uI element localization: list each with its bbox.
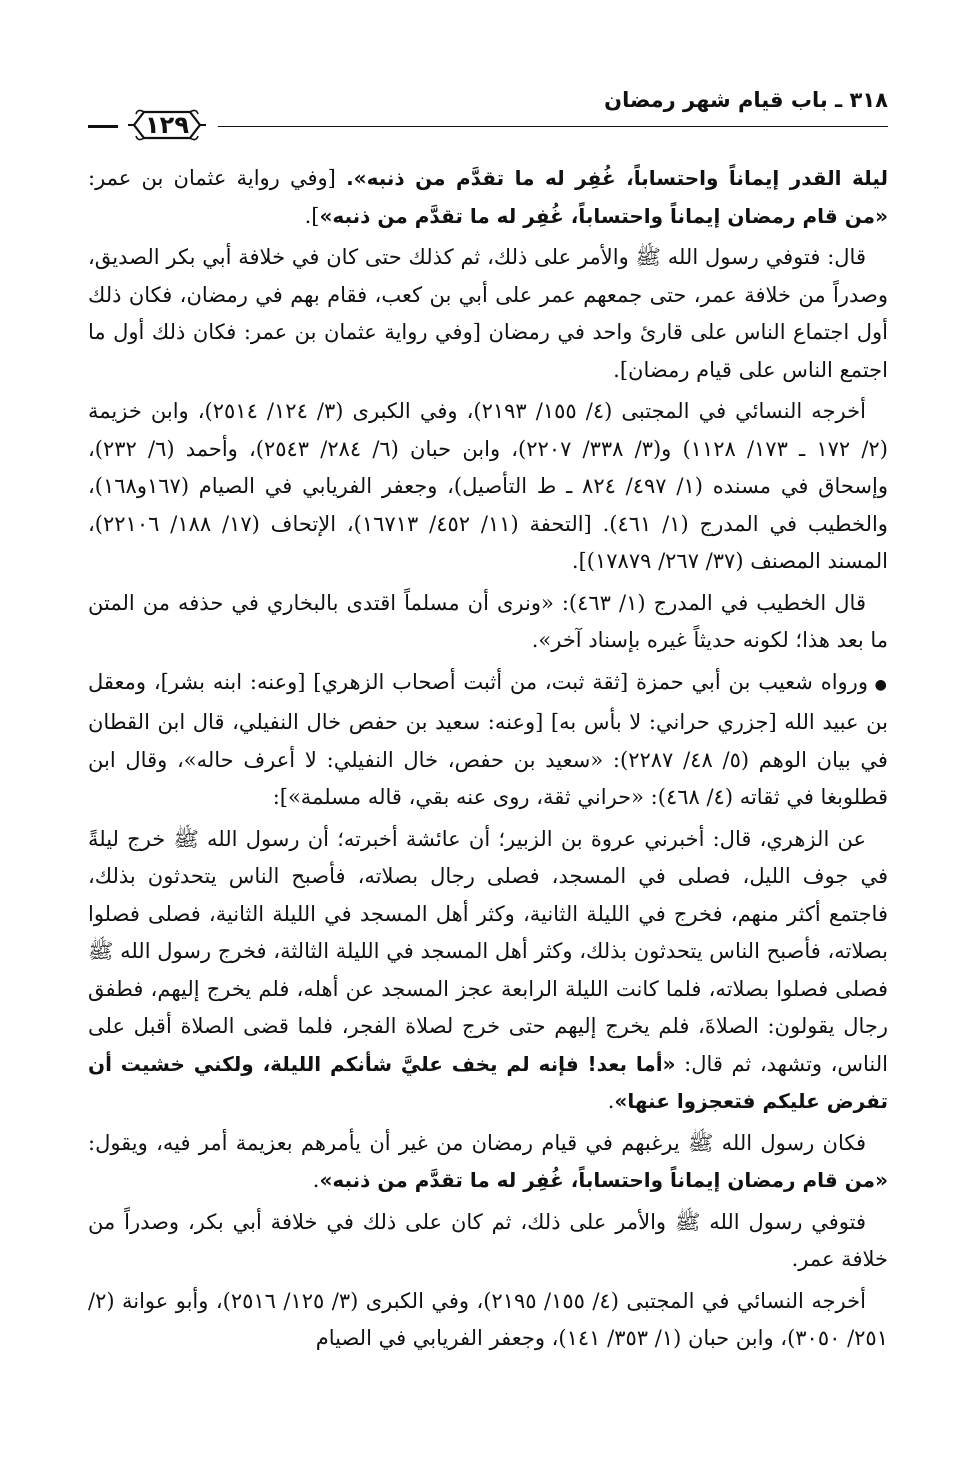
bullet-icon: ● bbox=[874, 676, 888, 693]
paragraph bbox=[88, 1125, 888, 1200]
page-header bbox=[88, 88, 888, 138]
paragraph: قال الخطيب في المدرج (١/ ٤٦٣): «ونرى أن مسلماً اقتدى بالبخاري في حذفه من المتن ما بعد هذا؛ لكونه حديثاً غيره بإسناد آخر». bbox=[88, 590, 888, 652]
paragraph-text: . bbox=[312, 1168, 320, 1192]
page-number: ١٢٩ bbox=[145, 111, 189, 139]
paragraph: فتوفي رسول الله ﷺ والأمر على ذلك، ثم كان على ذلك في خلافة أبي بكر، وصدراً من خلافة عمر. bbox=[88, 1209, 888, 1271]
paragraph-text: ]. bbox=[304, 203, 320, 228]
page-number-frame bbox=[124, 104, 210, 146]
paragraph: قال: فتوفي رسول الله ﷺ والأمر على ذلك، ثم كذلك حتى كان في خلافة أبي بكر الصديق، وصدراً من خلافة عمر، حتى جمعهم عمر على أبي بن كعب، فقام بهم في رمضان، فكان ذلك أول اجتماع الناس على قارئ واحد في رمضان [وفي رواية عثمان بن عمر: فكان ذلك أول ما اجتمع الناس على قيام رمضان]. bbox=[88, 245, 888, 382]
hadith-quote: «من قام رمضان إيماناً واحتساباً، غُفِر له ما تقدَّم من ذنبه» bbox=[319, 1168, 888, 1192]
hadith-quote: ليلة القدر إيماناً واحتساباً، غُفِر له ما تقدَّم من ذنبه». bbox=[346, 166, 888, 190]
paragraph-text: فكان رسول الله ﷺ يرغبهم في قيام رمضان من غير أن يأمرهم بعزيمة أمر فيه، ويقول: bbox=[88, 1130, 866, 1155]
paragraph-text: [وفي رواية عثمان بن عمر: bbox=[88, 166, 347, 190]
paragraph bbox=[88, 821, 888, 1121]
paragraph-text: عن الزهري، قال: أخبرني عروة بن الزبير؛ أن عائشة أخبرته؛ أن رسول الله ﷺ خرج ليلةً في جوف الليل، فصلى في المسجد، فصلى رجال بصلاته، فأصبح الناس يتحدثون بذلك، فاجتمع أكثر منهم، فخرج في الليلة الثانية، وكثر أهل المسجد في الليلة الثانية، فصلى فصلوا بصلاته، فأصبح الناس يتحدثون بذلك، وكثر أهل المسجد في الليلة الثالثة، فخرج رسول الله ﷺ فصلى فصلوا بصلاته، فلما كانت الليلة الرابعة عجز المسجد عن أهله، فلم يخرج إليهم، فطفق رجال يقولون: الصلاةَ، فلم يخرج إليهم حتى خرج لصلاة الفجر، فلما قضى الصلاة أقبل على الناس، وتشهد، ثم قال: bbox=[88, 826, 889, 1076]
main-text bbox=[88, 160, 888, 1362]
hadith-quote: «من قام رمضان إيماناً واحتساباً، غُفِر له ما تقدَّم من ذنبه» bbox=[319, 203, 888, 228]
takhrij-paragraph: أخرجه النسائي في المجتبى (٤/ ١٥٥/ ٢١٩٣)، وفي الكبرى (٣/ ١٢٤/ ٢٥١٤)، وابن خزيمة (٢/ ١٧٢ ـ ١٧٣/ ١١٢٨) و(٣/ ٣٣٨/ ٢٢٠٧)، وابن حبان (٦/ ٢٨٤/ ٢٥٤٣)، وأحمد (٦/ ٢٣٢)، وإسحاق في مسنده (١/ ٤٩٧/ ٨٢٤ ـ ط التأصيل)، وجعفر الفريابي في الصيام (١٦٧و١٦٨)، والخطيب في المدرج (١/ ٤٦١). [التحفة (١١/ ٤٥٢/ ١٦٧١٣)، الإتحاف (١٧/ ١٨٨/ ٢٢١٠٦)، المسند المصنف (٣٧/ ٢٦٧/ ١٧٨٧٩)]. bbox=[88, 399, 888, 573]
paragraph-text: ورواه شعيب بن أبي حمزة [ثقة ثبت، من أثبت أصحاب الزهري] [وعنه: ابنه بشر]، ومعقل بن عبيد الله [جزري حراني: لا بأس به] [وعنه: سعيد بن حفص خال النفيلي، قال ابن القطان في بيان الوهم (٥/ ٤٨/ ٢٢٨٧): «سعيد بن حفص، خال النفيلي: لا أعرف حاله»، وقال ابن قطلوبغا في ثقاته (٤/ ٤٦٨): «حراني ثقة، روى عنه بقي، قاله مسلمة»]: bbox=[88, 669, 888, 809]
takhrij-paragraph: أخرجه النسائي في المجتبى (٤/ ١٥٥/ ٢١٩٥)، وفي الكبرى (٣/ ١٢٥/ ٢٥١٦)، وأبو عوانة (٢/ ٢٥١/ ٣٠٥٠)، وابن حبان (١/ ٣٥٣/ ١٤١)، وجعفر الفريابي في الصيام bbox=[88, 1288, 888, 1350]
hadith-quote: «أما بعد! فإنه لم يخف عليَّ شأنكم الليلة، ولكني خشيت أن تفرض عليكم فتعجزوا عنها» bbox=[88, 1051, 888, 1113]
paragraph bbox=[88, 160, 888, 235]
header-rule bbox=[218, 126, 888, 127]
paragraph bbox=[88, 664, 888, 817]
paragraph-text: . bbox=[607, 1089, 615, 1113]
header-rule-short bbox=[88, 125, 118, 128]
running-title: ٣١٨ ـ باب قيام شهر رمضان bbox=[604, 88, 888, 112]
